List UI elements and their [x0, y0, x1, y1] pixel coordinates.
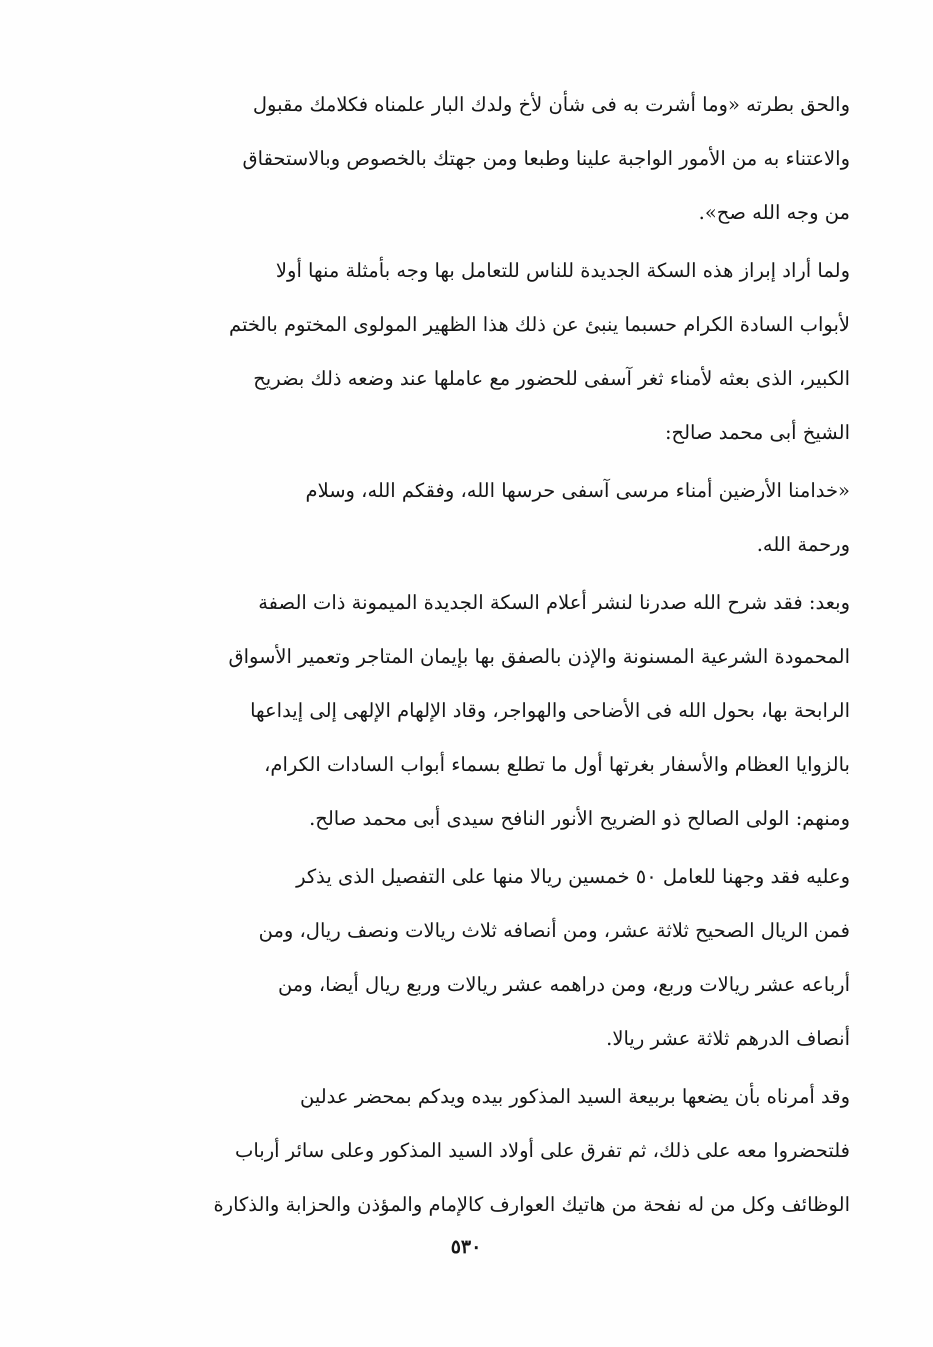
paragraph-2: [112, 244, 850, 460]
text-line: فمن الريال الصحيح ثلاثة عشر، ومن أنصافه ثلاث ريالات ونصف ريال، ومن: [258, 919, 850, 942]
text-line: الشيخ أبى محمد صالح:: [664, 421, 850, 444]
text-line: وقد أمرناه بأن يضعها بربيعة السيد المذكور بيده ويدكم بمحضر عدلين: [299, 1085, 850, 1108]
page-number: ٥٣٠: [450, 1236, 482, 1258]
text-line: والاعتناء به من الأمور الواجبة علينا وطبعا ومن جهتك بالخصوص وبالاستحقاق: [242, 147, 850, 170]
text-line: الوظائف وكل من له نفحة من هاتيك العوارف كالإمام والمؤذن والحزابة والذكارة: [213, 1193, 850, 1216]
text-line: أرباعه عشر ريالات وربع، ومن دراهمه عشر ريالات وربع ريال أيضا، ومن: [277, 973, 850, 996]
text-line: بالزوايا العظام والأسفار بغرتها أول ما تطلع بسماء أبواب السادات الكرام،: [264, 753, 850, 776]
text-line: فلتحضروا معه على ذلك، ثم تفرق على أولاد السيد المذكور وعلى سائر أرباب: [234, 1139, 850, 1162]
paragraph-1: [112, 78, 850, 240]
text-line: المحمودة الشرعية المسنونة والإذن بالصفق بها بإيمان المتاجر وتعمير الأسواق: [228, 645, 850, 668]
text-line: ومنهم: الولى الصالح ذو الضريح الأنور النافح سيدى أبى محمد صالح.: [309, 807, 850, 830]
text-line: الكبير، الذى بعثه لأمناء ثغر آسفى للحضور مع عاملها عند وضعه ذلك بضريح: [253, 367, 850, 390]
text-line: وبعد: فقد شرح الله صدرنا لنشر أعلام السكة الجديدة الميمونة ذات الصفة: [258, 591, 850, 614]
text-line: والحق بطرته «وما أشرت به فى شأن لأخ ولدك البار علمناه فكلامك مقبول: [252, 93, 850, 116]
text-line: أنصاف الدرهم ثلاثة عشر ريالا.: [606, 1027, 850, 1050]
text-line: لأبواب السادة الكرام حسبما ينبئ عن ذلك هذا الظهير المولوى المختوم بالختم: [228, 313, 850, 336]
paragraph-5: [112, 850, 850, 1066]
text-line: من وجه الله صح».: [698, 201, 850, 224]
paragraph-6: [112, 1070, 850, 1232]
text-line: ولما أراد إبراز هذه السكة الجديدة للناس للتعامل بها وجه بأمثلة منها أولا: [275, 259, 850, 282]
text-line: الرابحة بها، بحول الله فى الأضاحى والهواجر، وقاد الإلهام الإلهى إلى إيداعها: [250, 699, 850, 722]
text-line: وعليه فقد وجهنا للعامل ٥٠ خمسين ريالا منها على التفصيل الذى يذكر: [296, 865, 850, 888]
paragraph-4: [112, 576, 850, 846]
text-line: «خدامنا الأرضين أمناء مرسى آسفى حرسها الله، وفقكم الله، وسلام: [305, 479, 850, 502]
paragraph-3: [112, 464, 850, 572]
body-text: [112, 78, 850, 1236]
text-line: ورحمة الله.: [756, 533, 850, 556]
